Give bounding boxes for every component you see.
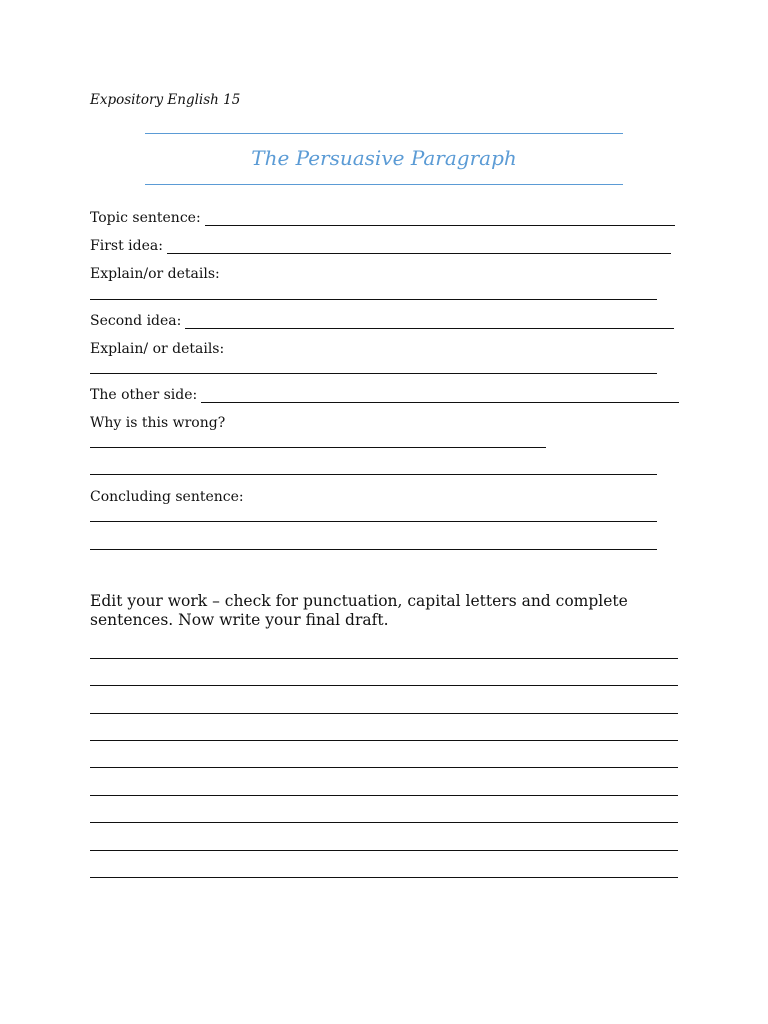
- final-draft-line[interactable]: [90, 685, 678, 686]
- other-side-label: The other side:: [90, 387, 198, 403]
- course-header: Expository English 15: [90, 92, 241, 108]
- explain-details-blank-1[interactable]: [90, 299, 657, 300]
- concluding-blank-1[interactable]: [90, 521, 657, 522]
- final-draft-line[interactable]: [90, 740, 678, 741]
- other-side-row: [90, 387, 679, 403]
- why-wrong-label: Why is this wrong?: [90, 415, 226, 431]
- concluding-sentence-label: Concluding sentence:: [90, 489, 244, 505]
- final-draft-instructions: Edit your work – check for punctuation, capital letters and complete sentences. Now write your final draft.: [90, 592, 628, 629]
- final-draft-line[interactable]: [90, 658, 678, 659]
- topic-sentence-blank[interactable]: [205, 212, 675, 226]
- why-wrong-blank-2[interactable]: [90, 474, 657, 475]
- topic-sentence-label: Topic sentence:: [90, 210, 201, 226]
- final-draft-line[interactable]: [90, 767, 678, 768]
- why-wrong-blank-1[interactable]: [90, 447, 546, 448]
- first-idea-blank[interactable]: [167, 240, 671, 254]
- explain-details-label-1: Explain/or details:: [90, 266, 220, 282]
- title-bottom-rule: [145, 184, 623, 185]
- worksheet-title: The Persuasive Paragraph: [251, 146, 517, 170]
- title-top-rule: [145, 133, 623, 134]
- first-idea-row: [90, 238, 671, 254]
- second-idea-label: Second idea:: [90, 313, 182, 329]
- final-draft-line[interactable]: [90, 822, 678, 823]
- first-idea-label: First idea:: [90, 238, 163, 254]
- other-side-blank[interactable]: [201, 389, 679, 403]
- final-draft-line[interactable]: [90, 713, 678, 714]
- explain-details-label-2: Explain/ or details:: [90, 341, 225, 357]
- concluding-blank-2[interactable]: [90, 549, 657, 550]
- final-draft-line[interactable]: [90, 877, 678, 878]
- second-idea-blank[interactable]: [185, 315, 674, 329]
- topic-sentence-row: [90, 210, 675, 226]
- final-draft-line[interactable]: [90, 795, 678, 796]
- second-idea-row: [90, 313, 674, 329]
- explain-details-blank-2[interactable]: [90, 373, 657, 374]
- final-draft-line[interactable]: [90, 850, 678, 851]
